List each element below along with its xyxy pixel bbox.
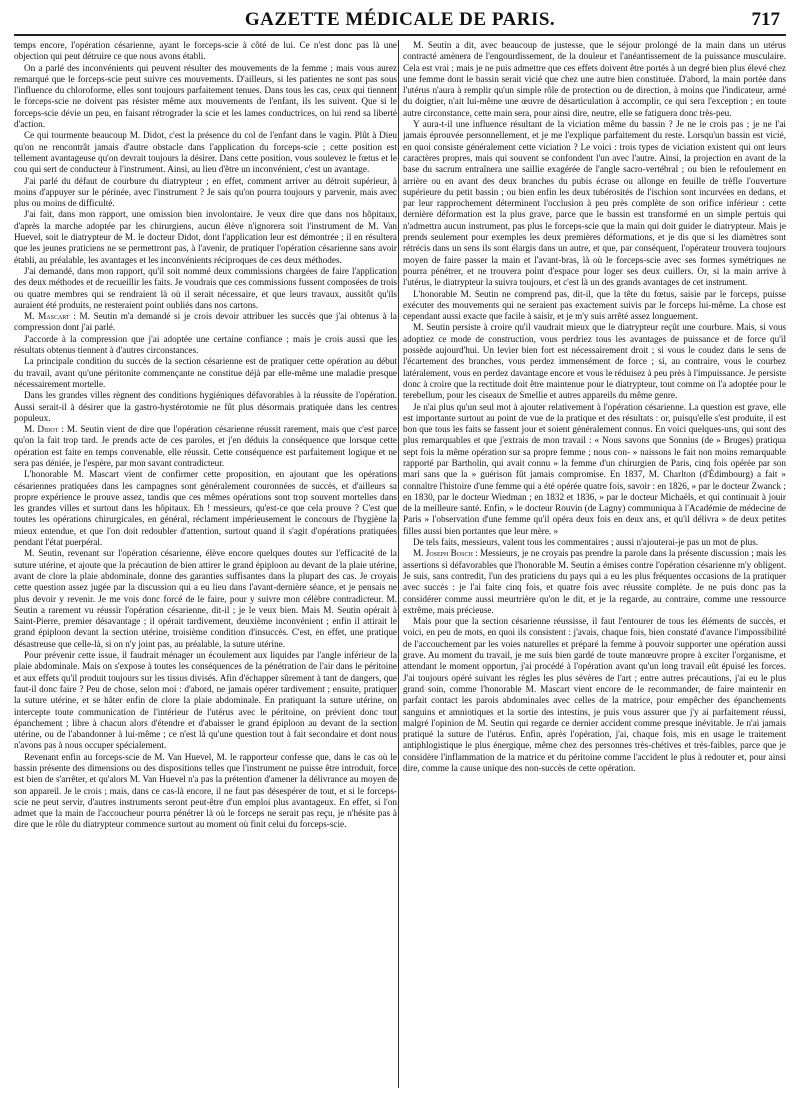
paragraph-text: M. Seutin, revenant sur l'opération césarienne, élève encore quelques doutes sur l'efficacité de la suture utérine, et ajoute que la précaution de bien attirer le grand épiploon au devant de la plaie utérine, avant de clore la plaie abdominale, donne des garanties suffisantes dans la plupart des cas. Je croyais cette question assez jugée par la discussion qui a eu lieu dans l'avant-dernière séance, et je pensais ne plus devoir y revenir. Je me vois donc forcé de le faire, pour y suivre mon célèbre contradicteur. M. Seutin a rarement vu réussir l'opération césarienne, dit-il ; je le veux bien. Mais M. Seutin opérait à Saint-Pierre, premier désavantage ; il opérait tardivement, deuxième inconvénient ; enfin il attirait le grand épiploon devant la section utérine, troisième condition d'insuccès. C'est, en effet, une pratique désastreuse que celle-là, si on n'y joint pas, au préalable, la suture utérine. xyxy=(14,548,397,649)
paragraph-text: L'honorable M. Seutin ne comprend pas, dit-il, que la tête du fœtus, saisie par le forceps, puisse exécuter des mouvements qui ne seraient pas exactement suivis par le forceps lui-même. La chose est cependant aussi exacte que facile à saisir, et je m'y suis arrêté assez longuement. xyxy=(403,288,786,322)
paragraph-text: Revenant enfin au forceps-scie de M. Van Huevel, M. le rapporteur confesse que, dans le cas où le bassin présente des dimensions ou des dispositions telles que l'instrument ne puisse être introduit, force est bien de s'arrêter, et qu'alors M. Van Huevel n'a pas la prétention d'amener la délivrance au moyen de son appareil. Je le crois ; mais, dans ce cas-là encore, il ne faut pas désespérer de tout, et si le forceps-scie ne peut servir, d'autres instruments seront peut-être d'un emploi plus avantageux. En effet, si l'on admet que la main de l'accoucheur pourra pénétrer là où le forceps ne serait pas reçu, je n'hésite pas à dire que le rôle du diatrypteur commence surtout au moment où finit celui du forceps-scie. xyxy=(14,751,397,830)
paragraph-text: J'ai fait, dans mon rapport, une omission bien involontaire. Je veux dire que dans nos hôpitaux, d'après la marche adoptée par les chirurgiens, aucun élève n'ignorera soit l'instrument de M. Van Huevel, soit le diatrypteur de M. le docteur Didot, dont l'application leur est démontrée ; il en résultera que les jeunes praticiens ne se permettront pas, à l'avenir, de pratiquer l'opération césarienne sans avoir établi, au préalable, les avantages et les inconvénients réciproques de ces deux méthodes. xyxy=(14,209,397,265)
paragraph-text: J'accorde à la compression que j'ai adoptée une certaine confiance ; mais je crois aussi que les résultats obtenus tiennent à d'autres circonstances. xyxy=(14,333,397,356)
paragraph-text: M. Seutin persiste à croire qu'il vaudrait mieux que le diatrypteur reçût une courbure. Mais, si vous adoptiez ce mode de construction, vous perdriez tous les avantages de puissance et de force qu'il possède aujourd'hui. Un levier bien fort est nécessairement droit ; si vous le coudez dans le sens de l'écartement des branches, vous perdez immensément de force ; si, au contraire, vous le courbez latéralement, vous en perdez davantage encore et vous le réduisez à peu près à l'impuissance. Je persiste donc à croire que la rectitude doit être maintenue pour le diatrypteur, tout comme on l'a adoptée pour le terebellum, pour les ciseaux de Smellie et autres appareils du même genre. xyxy=(403,322,786,401)
journal-title: GAZETTE MÉDICALE DE PARIS. xyxy=(244,9,556,30)
speaker-name: M. Mascart : xyxy=(24,311,76,322)
paragraph-text: De tels faits, messieurs, valent tous les commentaires ; aussi n'ajouterai-je pas un mot de plus. xyxy=(413,537,759,548)
paragraph xyxy=(14,650,397,752)
paragraph-text: L'honorable M. Mascart vient de confirmer cette proposition, en ajoutant que les opérations césariennes pratiquées dans les campagnes sont généralement couronnées de succès, et d'ailleurs sa propre expérience le prouve assez, tandis que ces mêmes opérations sont trop souvent mortelles dans les grandes villes et surtout dans les hôpitaux. Eh ! messieurs, qu'est-ce que cela prouve ? C'est que toutes les opérations chirurgicales, en général, réclament impérieusement le concours de l'hygiène la mieux entendue, et que l'on doit redoubler d'attention, surtout quand il s'agit d'opérations pratiquées pendant l'état puerpéral. xyxy=(14,469,397,548)
paragraph xyxy=(403,548,786,616)
paragraph-text: M. Seutin a dit, avec beaucoup de justesse, que le séjour prolongé de la main dans un utérus contracté amènera de l'engourdissement, de la douleur et l'anéantissement de la puissance musculaire. Cela est vrai ; mais je ne puis admettre que ces effets doivent être portés à un degré bien plus élevé chez une femme dont le bassin serait vicié que chez une autre bien constituée. D'abord, la main portée dans l'utérus n'aura à remplir qu'un simple rôle de protection ou de direction, à moins que l'indicateur, armé du doigtier, n'ait lui-même une œuvre de désarticulation à accomplir, ce qui sera l'exception ; en toute autre circonstance, cette main sera, pour ainsi dire, neutre, elle se fatiguera donc très-peu. xyxy=(403,40,786,118)
paragraph xyxy=(403,289,786,323)
paragraph-text: Y aura-t-il une influence résultant de la viciation même du bassin ? Je ne le crois pas ; je ne l'ai jamais éprouvée personnellement, et je me l'explique parfaitement du reste. Lorsqu'un bassin est vicié, en quoi consiste généralement cette viciation ? Le voici : trois types de viciation existent qui ont leurs caractères propres, mais qui souvent se confondent l'un avec l'autre. Ainsi, la projection en avant de la base du sacrum entraînera une saillie exagérée de l'angle sacro-vertébral ; ou bien le refoulement en arrière ou en avant des deux branches du pubis écrase ou allonge en feuille de trèfle l'ouverture supérieure du petit bassin ; ou bien enfin les deux tubérosités de l'ischion sont incurvées en dedans, et par leur rapprochement déterminent l'occlusion à peu près complète de son orifice inférieur : cette dernière déformation est la plus grave, parce que le bassin est transformé en un simple pertuis qui n'admettra aucun instrument, pas plus le forceps-scie que la main qui doit guider le diatrypteur. Mais je prends seulement pour exemples les deux premières déformations, et je dis que si les diamètres sont rétrécis dans un sens ils sont élargis dans un autre, et que, par conséquent, l'opérateur trouvera toujours moyen de faire passer la main et l'avant-bras, là où le forceps-scie avec ses formes symétriques ne pourra pénétrer, et ne trouvera point d'espace pour loger ses deux cuillers. Or, si la main arrive à l'utérus, le diatrypteur la suivra toujours, et c'est là un des grands avantages de cet instrument. xyxy=(403,119,786,288)
right-column xyxy=(403,40,786,1090)
left-column xyxy=(14,40,397,1090)
paragraph-text: Pour prévenir cette issue, il faudrait ménager un écoulement aux liquides par l'angle inférieur de la plaie abdominale. Mais on s'expose à toutes les conséquences de la pénétration de l'air dans le péritoine et aux effets qu'il produit toujours sur les tissus divisés. Afin d'échapper sûrement à tant de dangers, que faut-il donc faire ? Peu de chose, selon moi : d'abord, ne jamais opérer tardivement ; ensuite, pratiquer la suture utérine, et se hâter enfin de clore la plaie abdominale. En pratiquant la suture utérine, on intercepte toute communication de l'intérieur de l'utérus avec le péritoine, on prévient donc tout épanchement ; libre à chacun alors d'étendre et d'abaisser le grand épiploon au devant de la section utérine, ou de l'abandonner à lui-même ; ce n'est là qu'une question tout à fait secondaire et dont nous n'avons pas à nous occuper spécialement. xyxy=(14,650,397,751)
paragraph xyxy=(403,402,786,538)
paragraph-text: J'ai parlé du défaut de courbure du diatrypteur ; en effet, comment arriver au détroit supérieur, à moins d'appuyer sur le périnée, avec l'instrument ? Je sais qu'on pourra toujours y parvenir, mais avec plus ou moins de difficulté. xyxy=(14,175,397,209)
column-divider xyxy=(398,40,399,1088)
paragraph xyxy=(403,119,786,288)
paragraph xyxy=(14,176,397,210)
paragraph-text: J'ai demandé, dans mon rapport, qu'il soit nommé deux commissions chargées de faire l'application des deux méthodes et de recueillir les faits. Je voudrais que ces commissions fussent composées de trois ou quatre membres qui se rendraient là où il serait nécessaire, et que leurs travaux, aussitôt qu'ils auraient été produits, ne resteraient point oubliés dans nos cartons. xyxy=(14,265,397,310)
paragraph xyxy=(14,266,397,311)
speaker-name: M. Didot : xyxy=(24,424,64,435)
paragraph-text: La principale condition du succès de la section césarienne est de pratiquer cette opération au début du travail, avant qu'une péritonite commençante ne constitue déjà par elle-même une maladie presque nécessairement mortelle. xyxy=(14,356,397,389)
paragraph xyxy=(14,390,397,424)
paragraph xyxy=(14,130,397,175)
paragraph-text: On a parlé des inconvénients qui peuvent résulter des mouvements de la femme ; mais vous aurez remarqué que le forceps-scie peut suivre ces mouvements. D'ailleurs, si les patientes ne sont pas sous l'influence du chloroforme, elles sont toujours parfaitement tenues. Dans tous les cas, ceux qui tiennent le forceps-scie ne doivent pas résister même aux mouvements de l'enfant, ils les suivent. Que si le forceps-scie dévie un peu, en faisant rétrograder la scie et les lames conductrices, on lui rend sa liberté d'action. xyxy=(14,62,397,130)
paragraph xyxy=(14,424,397,469)
paragraph-text: Mais pour que la section césarienne réussisse, il faut l'entourer de tous les éléments de succès, et voici, en peu de mots, en quoi ils consistent : j'avais, chaque fois, bien constaté d'avance l'impossibilité de l'accouchement par les voies naturelles et préparé la femme à pouvoir supporter une opération aussi grave. Au moment du travail, je me suis bien gardé de toute manœuvre propre à exciter l'organisme, et attendant le moment opportun, j'ai procédé à l'opération avant qu'un long travail eût épuisé les forces. J'ai toujours opéré suivant les règles les plus sévères de l'art ; entre autres précautions, j'ai eu le plus grand soin, comme l'honorable M. Mascart vient encore de le recommander, de faire maintenir en parfait contact les parois abdominales avec celles de la matrice, pour empêcher des épanchements sanguins et amniotiques et la sortie des intestins, je puis vous assurer que j'y ai parfaitement réussi, malgré l'opinion de M. Seutin qui regarde ce dernier accident comme presque inévitable. Je n'ai jamais pratiqué la suture de l'utérus. Enfin, après l'opération, j'ai, chaque fois, mis en usage le traitement antiphlogistique le plus énergique, même chez des personnes très-chétives et très-faibles, parce que je considère l'inflammation de la matrice et du péritoine comme l'accident le plus à redouter et, pour ainsi dire, comme la cause unique des non-succès de cette opération. xyxy=(403,616,786,773)
paragraph-text: M. Seutin vient de dire que l'opération césarienne réussit rarement, mais que c'est parce qu'on la fait trop tard. Je prends acte de ces paroles, et j'en déduis la conséquence que lorsque cette opération est faite en temps convenable, elle réussit. Cette conséquence est parfaitement logique et ne sera pas déniée, je l'espère, par mon savant contradicteur. xyxy=(14,424,397,468)
paragraph xyxy=(14,356,397,390)
page-header xyxy=(14,8,786,36)
paragraph xyxy=(403,322,786,401)
paragraph-text: Je n'ai plus qu'un seul mot à ajouter relativement à l'opération césarienne. La question est grave, elle est importante surtout au point de vue de la pratique et des résultats : or, puisqu'elle s'est produite, il est bon que tous les faits se fassent jour et soient généralement connus. En voici quelques-uns, qui sont des plus remarquables et que j'extrais de mon travail : « Nous savons que Sonnius (de » Bruges) pratiqua sept fois la même opération sur sa propre femme ; nous con- » naissons le fait non moins remarquable rapporté par Bartholin, qui avait connu » la femme d'un chirurgien de Paris, cinq fois opérée par son mari sans que la » guérison fût jamais compromise. En 1837, M. Charlton (d'Édimbourg) a fait » connaître l'histoire d'une femme qui a été opérée quatre fois, savoir : en 1826, » par le docteur Zwanck ; en 1830, par le docteur Wiedman ; en 1832 et 1836, » par le docteur Michaëls, et qui continuait à jouir de la meilleure santé. Enfin, » le docteur Rouvin (de Lagny) communiqua à l'Académie de médecine de Paris » l'observation d'une femme qu'il opéra deux fois en deux ans, et qu'il délivra » de deux petites filles aussi bien portantes que leur mère. » xyxy=(403,401,786,536)
paragraph xyxy=(14,209,397,265)
paragraph xyxy=(14,40,397,63)
paragraph xyxy=(403,40,786,119)
paragraph-text: Dans les grandes villes règnent des conditions hygiéniques défavorables à la réussite de l'opération. Aussi serait-il à désirer que la gastro-hystérotomie ne fût plus désormais pratiquée dans les centres populeux. xyxy=(14,390,397,423)
paragraph-text: temps encore, l'opération césarienne, ayant le forceps-scie à côté de lui. Ce n'est donc pas là une objection qui peut détruire ce que nous avons établi. xyxy=(14,40,397,62)
paragraph-text: M. Seutin m'a demandé si je crois devoir attribuer les succès que j'ai obtenus à la compression dont j'ai parlé. xyxy=(14,311,397,333)
page-number: 717 xyxy=(751,9,780,30)
paragraph xyxy=(14,334,397,357)
paragraph-text: Ce qui tourmente beaucoup M. Didot, c'est la présence du col de l'enfant dans le vagin. Plût à Dieu qu'on ne rencontrât jamais d'autre obstacle dans l'application du forceps-scie ; cette position est tellement avantageuse qu'on devrait toujours la désirer. Dans cette position, vous soulevez le fœtus et le cou qui sert de conducteur à l'instrument. Ainsi, au lieu d'être un inconvénient, c'est un avantage. xyxy=(14,130,397,175)
paragraph xyxy=(14,548,397,650)
paragraph xyxy=(14,469,397,548)
paragraph-text: Messieurs, je ne croyais pas prendre la parole dans la présente discussion ; mais les assertions si défavorables que l'honorable M. Seutin a émises contre l'opération césarienne m'y obligent. Je suis, sans contredit, l'un des praticiens du pays qui a eu les plus fréquentes occasions de la pratiquer avec succès : je l'ai faite cinq fois, et quatre fois avec réussite complète. Je ne puis donc pas la considérer comme aussi meurtrière qu'on le dit, et je la regarde, au contraire, comme une ressource extrême, mais précieuse. xyxy=(403,548,786,615)
speaker-name: M. Joseph Bosch : xyxy=(413,548,478,559)
paragraph xyxy=(14,63,397,131)
paragraph xyxy=(14,311,397,334)
paragraph xyxy=(14,752,397,831)
paragraph xyxy=(403,616,786,774)
paragraph xyxy=(403,537,786,548)
